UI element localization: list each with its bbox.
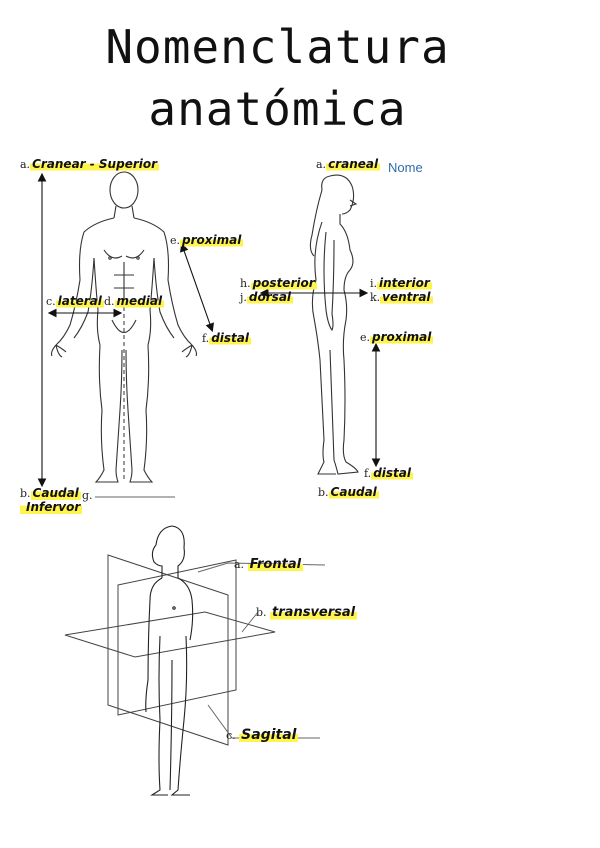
label-c-sagital: c. Sagital	[226, 727, 297, 743]
label-b-transversal: b. transversal	[256, 605, 356, 620]
label-d-medial: d. medial	[104, 294, 163, 308]
label-b-caudal-side: b. Caudal	[318, 485, 377, 499]
page-title-line1: Nomenclatura	[105, 20, 450, 74]
label-a-frontal: a. Frontal	[234, 557, 302, 572]
label-b-caudal-inferior: b. Caudal Infervor	[20, 486, 81, 514]
label-e-proximal-side: e. proximal	[360, 330, 432, 344]
label-e-proximal: e. proximal	[170, 233, 242, 247]
label-g: g.	[82, 489, 93, 502]
label-f-distal: f. distal	[202, 331, 249, 345]
label-h-posterior: h. posterior	[240, 276, 315, 290]
page-title-line2: anatómica	[148, 82, 407, 136]
nome-text: Nome	[388, 160, 423, 175]
label-a-craneal-superior: a. Cranear - Superior	[20, 157, 158, 171]
label-a-craneal: a. craneal	[316, 157, 379, 171]
label-k-ventral: k. ventral	[370, 290, 431, 304]
label-i-interior: i. interior	[370, 276, 430, 290]
label-c-lateral: c. lateral	[46, 294, 102, 308]
label-f-distal-side: f. distal	[364, 466, 411, 480]
side-body-figure	[310, 175, 358, 474]
label-j-dorsal: j. dorsal	[240, 290, 292, 304]
